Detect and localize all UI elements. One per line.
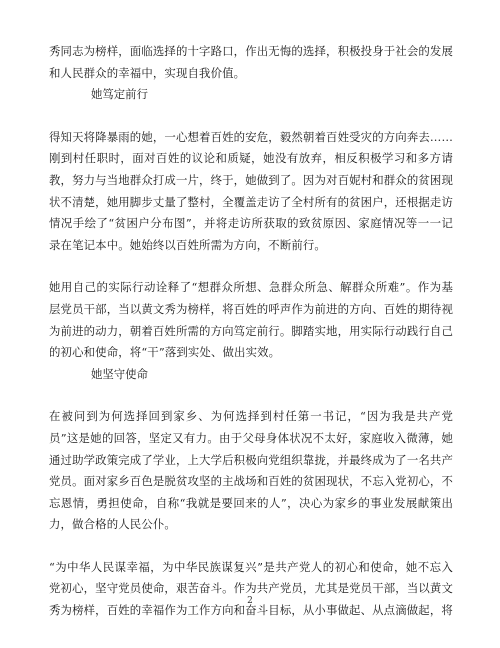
section-heading-mission: 她坚守使命 (91, 366, 148, 381)
paragraph-intro: 秀同志为榜样，面临选择的十字路口，作出无悔的选择，积极投身于社会的发展和人民群众的幸福中，实现自我价值。 (49, 44, 453, 80)
paragraph-actions: 她用自己的实际行动诠释了“想群众所想、急群众所急、解群众所难”。作为基层党员干部，当以黄文秀为榜样，将百姓的呼声作为前进的方向、百姓的期待视为前进的动力，朝着百姓所需的方向笃定前行。脚踏实地，用实际行动践行自己的初心和使命，将“干”落到实处、做出实效。 (49, 280, 453, 360)
document-body (49, 41, 453, 622)
paragraph-original-aspiration: “为中华人民谋幸福，为中华民族谋复兴”是共产党人的初心和使命，她不忘入党初心，坚守党员使命，艰苦奋斗。作为共产党员，尤其是党员干部，当以黄文秀为榜样，百姓的幸福作为工作方向和奋斗目标，从小事做起、从点滴做起，将 (49, 559, 453, 618)
paragraph-rainstorm: 得知天将降暴雨的她，一心想着百姓的安危，毅然朝着百姓受灾的方向奔去……刚到村任职时，面对百姓的议论和质疑，她没有放弃，相反积极学习和多方请教，努力与当地群众打成一片，终于，她做到了。因为对百妮村和群众的贫困现状不清楚，她用脚步丈量了整村，全覆盖走访了全村所有的贫困户，还根据走访情况手绘了“贫困户分布图”，并将走访所获取的致贫原因、家庭情况等一一记录在笔记本中。她始终以百姓所需为方向，不断前行。 (49, 129, 453, 252)
page-number: 2 (247, 596, 253, 606)
paragraph-party-member: 在被问到为何选择回到家乡、为何选择到村任第一书记，“因为我是共产党员”这是她的回答，坚定又有力。由于父母身体状况不太好，家庭收入微薄，她通过助学政策完成了学业，上大学后积极向党组织靠拢，并最终成为了一名共产党员。面对家乡百色是脱贫攻坚的主战场和百姓的贫困现状，不忘入党初心，不忘恩情，勇担使命，自称“我就是要回来的人”，决心为家乡的事业发展献策出力，做合格的人民公仆。 (49, 409, 453, 532)
section-heading-steadfast: 她笃定前行 (91, 87, 148, 102)
